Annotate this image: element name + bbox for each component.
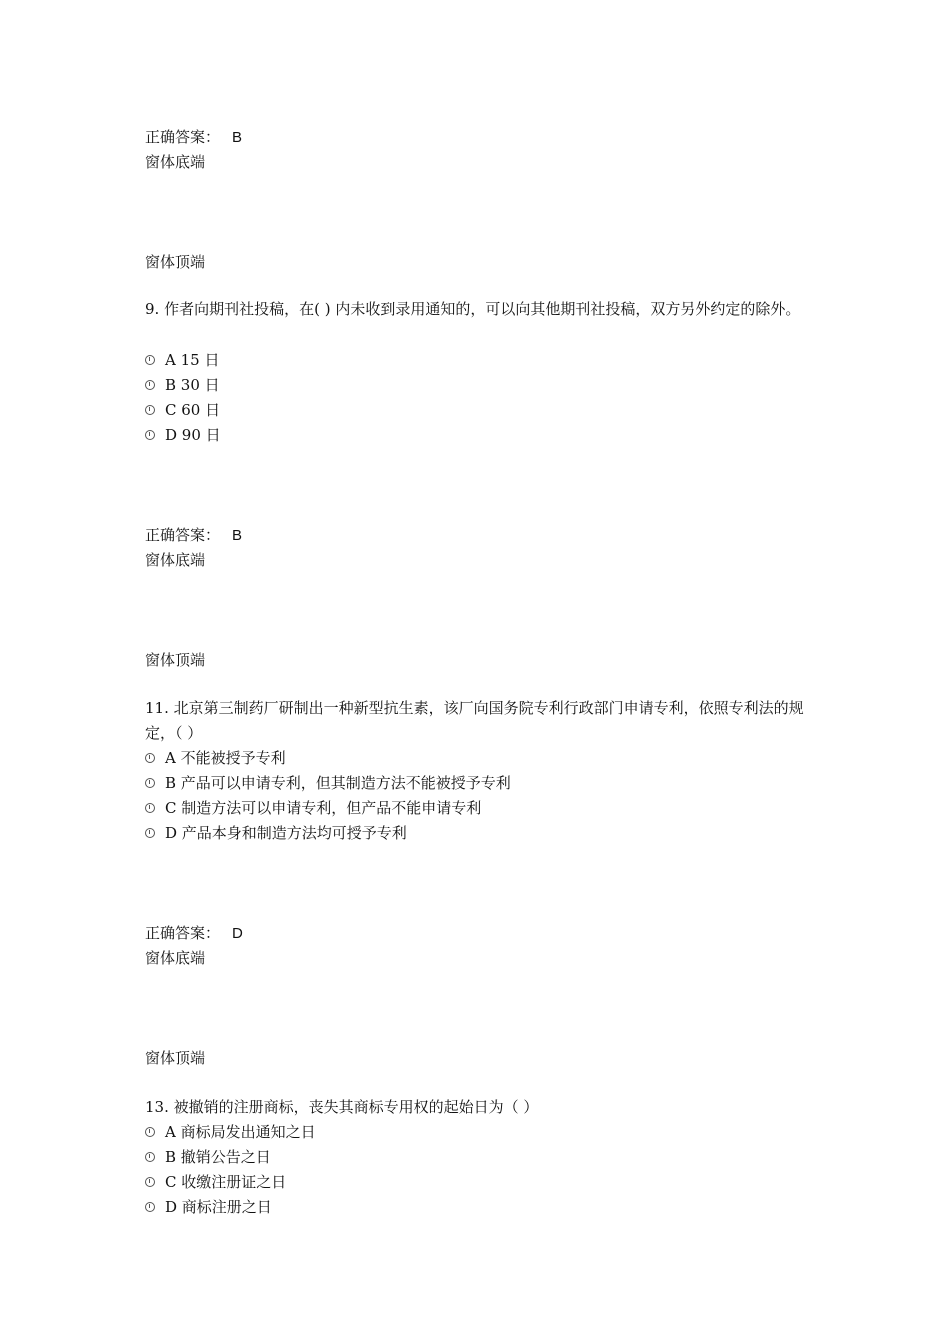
answer-line <box>145 125 242 149</box>
option-c[interactable] <box>145 1170 286 1194</box>
option-label: D 产品本身和制造方法均可授予专利 <box>165 824 407 842</box>
option-b[interactable] <box>145 771 511 795</box>
radio-button[interactable] <box>145 778 155 788</box>
option-c[interactable] <box>145 398 220 422</box>
answer-label: 正确答案： <box>145 526 221 544</box>
option-b[interactable] <box>145 1145 271 1169</box>
radio-button[interactable] <box>145 1202 155 1212</box>
option-label: A 15 日 <box>165 351 220 369</box>
option-d[interactable] <box>145 423 221 447</box>
question-text: 13. 被撤销的注册商标，丧失其商标专用权的起始日为（ ） <box>145 1098 539 1116</box>
answer-label: 正确答案： <box>145 924 221 942</box>
form-top-label: 窗体顶端 <box>145 253 206 271</box>
option-a[interactable] <box>145 1120 316 1144</box>
radio-button[interactable] <box>145 1152 155 1162</box>
option-label: B 产品可以申请专利，但其制造方法不能被授予专利 <box>165 774 511 792</box>
option-label: C 收缴注册证之日 <box>165 1173 287 1191</box>
radio-button[interactable] <box>145 828 155 838</box>
answer-value: D <box>232 925 243 942</box>
option-a[interactable] <box>145 348 219 372</box>
option-label: D 90 日 <box>165 426 221 444</box>
option-label: C 制造方法可以申请专利，但产品不能申请专利 <box>165 799 482 817</box>
option-c[interactable] <box>145 796 481 820</box>
answer-value: B <box>232 129 243 146</box>
option-label: C 60 日 <box>165 401 221 419</box>
form-top-label: 窗体顶端 <box>145 1049 206 1067</box>
option-label: B 30 日 <box>165 376 220 394</box>
answer-line <box>145 921 243 945</box>
radio-button[interactable] <box>145 1127 155 1137</box>
question-text: 11. 北京第三制药厂研制出一种新型抗生素，该厂向国务院专利行政部门申请专利，依照专利法的规定，（ ） <box>145 699 804 742</box>
option-a[interactable] <box>145 746 286 770</box>
question-text: 9. 作者向期刊社投稿，在( ) 内未收到录用通知的，可以向其他期刊社投稿，双方另外约定的除外。 <box>145 300 801 318</box>
option-label: A 不能被授予专利 <box>165 749 286 767</box>
answer-line <box>145 523 242 547</box>
option-label: B 撤销公告之日 <box>165 1148 271 1166</box>
radio-button[interactable] <box>145 430 155 440</box>
form-bottom-label: 窗体底端 <box>145 153 206 171</box>
option-b[interactable] <box>145 373 220 397</box>
answer-label: 正确答案： <box>145 128 221 146</box>
radio-button[interactable] <box>145 1177 155 1187</box>
answer-value: B <box>232 527 243 544</box>
form-top-label: 窗体顶端 <box>145 651 206 669</box>
form-bottom-label: 窗体底端 <box>145 949 206 967</box>
form-bottom-label: 窗体底端 <box>145 551 206 569</box>
radio-button[interactable] <box>145 803 155 813</box>
radio-button[interactable] <box>145 380 155 390</box>
radio-button[interactable] <box>145 355 155 365</box>
radio-button[interactable] <box>145 405 155 415</box>
radio-button[interactable] <box>145 753 155 763</box>
option-d[interactable] <box>145 821 407 845</box>
option-d[interactable] <box>145 1195 272 1219</box>
option-label: A 商标局发出通知之日 <box>165 1123 316 1141</box>
option-label: D 商标注册之日 <box>165 1198 272 1216</box>
